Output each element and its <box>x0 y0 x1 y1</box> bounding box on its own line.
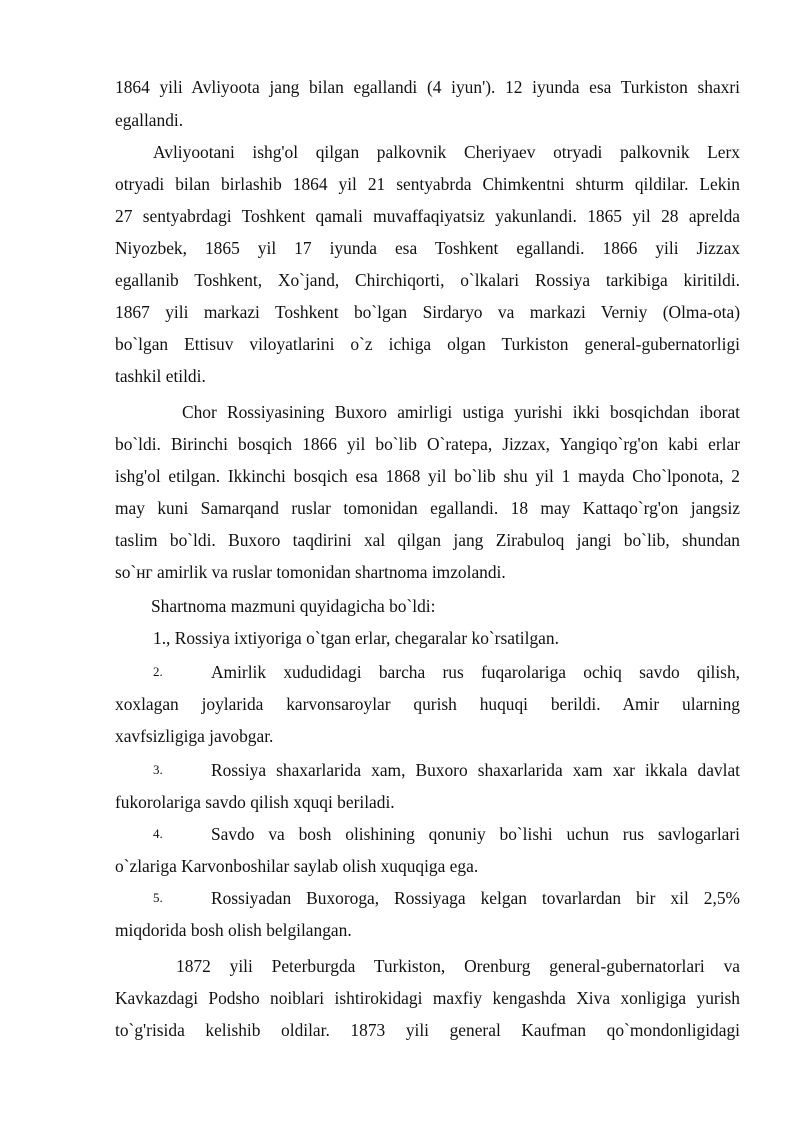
text-line: xavfsizligiga javobgar. <box>115 726 274 746</box>
text-line: may kuni Samarqand ruslar tomonidan egallandi. 18 may Kattaqo`rg'on jangsiz <box>115 498 740 518</box>
text-line: bo`ldi. Birinchi bosqich 1866 yil bo`lib O`ratepa, Jizzax, Yangiqo`rg'on kabi erlar <box>115 434 740 454</box>
text-line: otryadi bilan birlashib 1864 yil 21 sentyabrda Chimkentni shturm qildilar. Lekin <box>115 174 740 194</box>
treaty-item-1: 1., Rossiya ixtiyoriga o`tgan erlar, chegaralar ko`rsatilgan. <box>153 628 559 648</box>
text-line: ishg'ol etilgan. Ikkinchi bosqich esa 1868 yil bo`lib shu yil 1 mayda Cho`lponota, 2 <box>115 466 740 486</box>
text-line: Rossiyadan Buxoroga, Rossiyaga kelgan tovarlardan bir xil 2,5% <box>211 888 740 908</box>
text-line: tashkil etildi. <box>115 366 206 386</box>
text-line: Chor Rossiyasining Buxoro amirligi ustiga yurishi ikki bosqichdan iborat <box>182 402 740 422</box>
text-line: fukorolariga savdo qilish xquqi beriladi. <box>115 792 395 812</box>
text-line: miqdorida bosh olish belgilangan. <box>115 920 352 940</box>
text-line: Amirlik xududidagi barcha rus fuqarolariga ochiq savdo qilish, <box>211 662 740 682</box>
item-number: 5. <box>153 890 163 905</box>
text-line: Niyozbek, 1865 yil 17 iyunda esa Toshkent egallandi. 1866 yili Jizzax <box>115 238 740 258</box>
text-line: egallanib Toshkent, Xo`jand, Chirchiqorti, o`lkalari Rossiya tarkibiga kiritildi. <box>115 270 740 290</box>
text-line: egallandi. <box>115 110 184 130</box>
text-line: xoxlagan joylarida karvonsaroylar qurish huquqi berildi. Amir ularning <box>115 694 740 714</box>
text-line: Avliyootani ishg'ol qilgan palkovnik Cheriyaev otryadi palkovnik Lerx <box>153 142 740 162</box>
text-line: Rossiya shaxarlarida xam, Buxoro shaxarlarida xam xar ikkala davlat <box>211 760 740 780</box>
treaty-intro: Shartnoma mazmuni quyidagicha bo`ldi: <box>151 596 436 616</box>
text-line: 1867 yili markazi Toshkent bo`lgan Sirdaryo va markazi Verniy (Olma-ota) <box>115 302 740 322</box>
item-number: 3. <box>153 762 163 777</box>
text-line: 27 sentyabrdagi Toshkent qamali muvaffaqiyatsiz yakunlandi. 1865 yil 28 aprelda <box>115 206 740 226</box>
text-line: bo`lgan Ettisuv viloyatlarini o`z ichiga olgan Turkiston general-gubernatorligi <box>115 334 740 354</box>
text-line: o`zlariga Karvonboshilar saylab olish xuquqiga ega. <box>115 856 479 876</box>
text-line: Kavkazdagi Podsho noiblari ishtirokidagi maxfiy kengashda Xiva xonligiga yurish <box>115 988 740 1008</box>
text-line: taslim bo`ldi. Buxoro taqdirini xal qilgan jang Zirabuloq jangi bo`lib, shundan <box>115 530 740 550</box>
item-number: 2. <box>153 664 163 679</box>
item-number: 4. <box>153 826 163 841</box>
text-line: Savdo va bosh olishining qonuniy bo`lishi uchun rus savlogarlari <box>211 824 740 844</box>
text-line: to`g'risida kelishib oldilar. 1873 yili general Kaufman qo`mondonligidagi <box>115 1020 740 1040</box>
text-line: so`нг amirlik va ruslar tomonidan shartnoma imzolandi. <box>115 562 506 582</box>
text-line: 1864 yili Avliyoota jang bilan egallandi (4 iyun'). 12 iyunda esa Turkiston shaxri <box>115 77 740 97</box>
text-line: 1872 yili Peterburgda Turkiston, Orenburg general-gubernatorlari va <box>176 956 740 976</box>
